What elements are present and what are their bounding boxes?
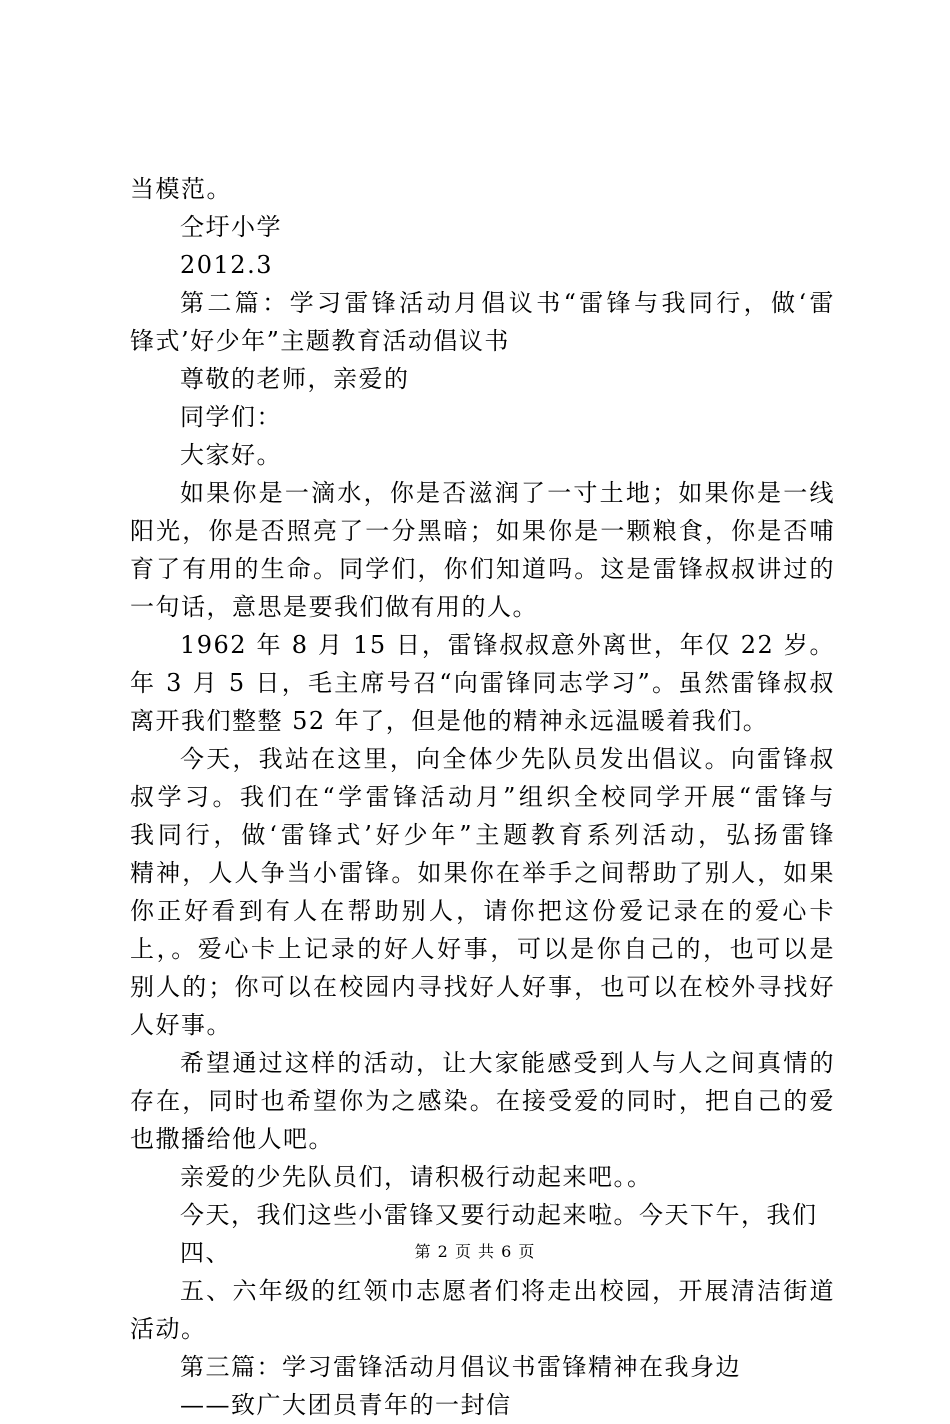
paragraph-line: 希望通过这样的活动，让大家能感受到人与人之间真情的 <box>180 1049 835 1077</box>
paragraph-line: 亲爱的少先队员们，请积极行动起来吧。。 <box>180 1163 653 1191</box>
paragraph-line: 年 3 月 5 日，毛主席号召“向雷锋同志学习”。虽然雷锋叔叔 <box>130 669 835 697</box>
paragraph-line: 1962 年 8 月 15 日，雷锋叔叔意外离世，年仅 22 岁。 <box>180 631 835 659</box>
page-number: 第 2 页 共 6 页 <box>414 1242 536 1261</box>
section-heading: 第二篇：学习雷锋活动月倡议书“雷锋与我同行，做‘雷 <box>180 289 835 317</box>
date-signature: 2012.3 <box>180 251 273 279</box>
paragraph-line: 精神，人人争当小雷锋。如果你在举手之间帮助了别人，如果 <box>130 859 835 887</box>
paragraph-line: 活动。 <box>130 1315 207 1343</box>
paragraph-line: 阳光，你是否照亮了一分黑暗；如果你是一颗粮食，你是否哺 <box>130 517 835 545</box>
paragraph-line: 上，。爱心卡上记录的好人好事，可以是你自己的，也可以是 <box>130 935 835 963</box>
section-heading-cont: 锋式’好少年”主题教育活动倡议书 <box>130 327 510 355</box>
paragraph-line: 今天，我们这些小雷锋又要行动起来啦。今天下午，我们 <box>180 1201 818 1229</box>
paragraph-line: 四、 <box>180 1239 231 1267</box>
text-line: 当模范。 <box>130 175 232 203</box>
paragraph-line: 我同行，做‘雷锋式’好少年”主题教育系列活动，弘扬雷锋 <box>130 821 835 849</box>
paragraph-line: 叔学习。我们在“学雷锋活动月”组织全校同学开展“雷锋与 <box>130 783 835 811</box>
paragraph-line: 今天，我站在这里，向全体少先队员发出倡议。向雷锋叔 <box>180 745 835 773</box>
paragraph-line: 一句话，意思是要我们做有用的人。 <box>130 593 538 621</box>
greeting: 大家好。 <box>180 441 282 469</box>
document-body <box>130 170 835 1424</box>
paragraph-line: 你正好看到有人在帮助别人，请你把这份爱记录在的爱心卡 <box>130 897 835 925</box>
paragraph-line: 五、六年级的红领巾志愿者们将走出校园，开展清洁街道 <box>180 1277 835 1305</box>
paragraph-line: 如果你是一滴水，你是否滋润了一寸土地；如果你是一线 <box>180 479 835 507</box>
paragraph-line: 别人的；你可以在校园内寻找好人好事，也可以在校外寻找好 <box>130 973 835 1001</box>
paragraph-line: 离开我们整整 52 年了，但是他的精神永远温暖着我们。 <box>130 707 769 735</box>
paragraph-line: 存在，同时也希望你为之感染。在接受爱的同时，把自己的爱 <box>130 1087 835 1115</box>
paragraph-line: 育了有用的生命。同学们，你们知道吗。这是雷锋叔叔讲过的 <box>130 555 835 583</box>
paragraph-line: 也撒播给他人吧。 <box>130 1125 334 1153</box>
section-subtitle: ——致广大团员青年的一封信 <box>180 1391 512 1419</box>
school-signature: 仝圩小学 <box>180 213 282 241</box>
salutation: 同学们： <box>180 403 282 431</box>
salutation: 尊敬的老师，亲爱的 <box>180 365 410 393</box>
section-heading: 第三篇：学习雷锋活动月倡议书雷锋精神在我身边 <box>180 1353 741 1381</box>
paragraph-line: 人好事。 <box>130 1011 232 1039</box>
